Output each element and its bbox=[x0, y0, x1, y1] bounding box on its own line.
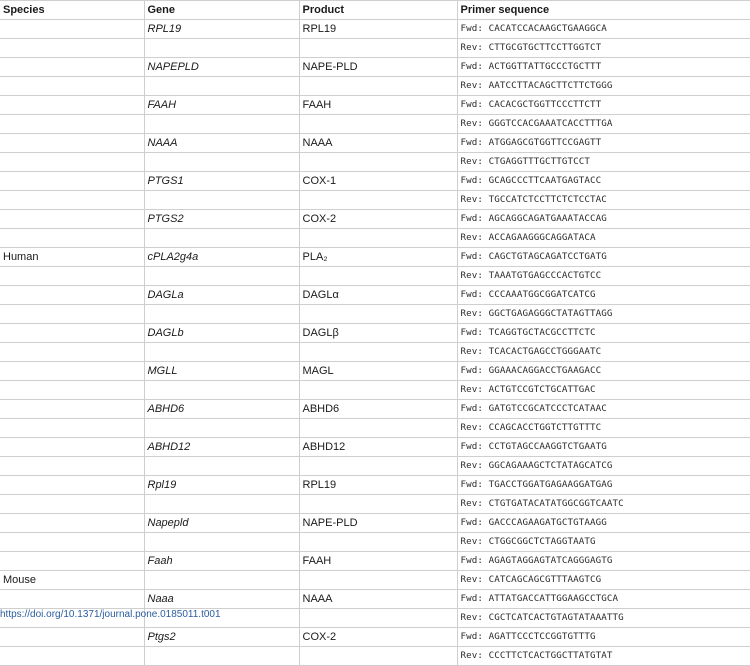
gene-cell: MGLL bbox=[144, 362, 299, 381]
gene-cell bbox=[144, 229, 299, 248]
primer-sequence-cell: Fwd: ACTGGTTATTGCCCTGCTTT bbox=[457, 58, 750, 77]
primer-sequence-cell: Fwd: AGAGTAGGAGTATCAGGGAGTG bbox=[457, 552, 750, 571]
species-cell bbox=[0, 476, 144, 495]
product-cell bbox=[299, 609, 457, 628]
header-gene: Gene bbox=[144, 1, 299, 20]
product-cell: FAAH bbox=[299, 96, 457, 115]
table-row bbox=[0, 533, 750, 552]
species-cell bbox=[0, 533, 144, 552]
gene-cell: DAGLb bbox=[144, 324, 299, 343]
species-cell bbox=[0, 115, 144, 134]
species-cell bbox=[0, 20, 144, 39]
table-row bbox=[0, 115, 750, 134]
table-row bbox=[0, 39, 750, 58]
primer-sequence-cell: Fwd: ATGGAGCGTGGTTCCGAGTT bbox=[457, 134, 750, 153]
table-row bbox=[0, 400, 750, 419]
primer-sequence-cell: Fwd: CACACGCTGGTTCCCTTCTT bbox=[457, 96, 750, 115]
gene-cell bbox=[144, 153, 299, 172]
table-row bbox=[0, 77, 750, 96]
primer-sequence-cell: Rev: AATCCTTACAGCTTCTTCTGGG bbox=[457, 77, 750, 96]
product-cell bbox=[299, 457, 457, 476]
table-row bbox=[0, 153, 750, 172]
product-cell: NAAA bbox=[299, 590, 457, 609]
table-row bbox=[0, 305, 750, 324]
species-cell: Human bbox=[0, 248, 144, 267]
table-row bbox=[0, 267, 750, 286]
gene-cell bbox=[144, 533, 299, 552]
species-cell bbox=[0, 647, 144, 666]
product-cell bbox=[299, 153, 457, 172]
product-cell bbox=[299, 647, 457, 666]
primer-sequence-cell: Fwd: CACATCCACAAGCTGAAGGCA bbox=[457, 20, 750, 39]
product-cell bbox=[299, 305, 457, 324]
gene-cell bbox=[144, 191, 299, 210]
header-primer-sequence: Primer sequence bbox=[457, 1, 750, 20]
product-cell bbox=[299, 39, 457, 58]
gene-cell bbox=[144, 115, 299, 134]
primer-sequence-cell: Rev: TGCCATCTCCTTCTCTCCTAC bbox=[457, 191, 750, 210]
product-cell bbox=[299, 419, 457, 438]
primer-sequence-cell: Fwd: CAGCTGTAGCAGATCCTGATG bbox=[457, 248, 750, 267]
product-cell: DAGLα bbox=[299, 286, 457, 305]
gene-cell bbox=[144, 381, 299, 400]
table-row bbox=[0, 286, 750, 305]
species-cell bbox=[0, 628, 144, 647]
table-row bbox=[0, 476, 750, 495]
species-cell bbox=[0, 229, 144, 248]
product-cell bbox=[299, 267, 457, 286]
table-row bbox=[0, 419, 750, 438]
gene-cell bbox=[144, 457, 299, 476]
product-cell: FAAH bbox=[299, 552, 457, 571]
table-row bbox=[0, 191, 750, 210]
product-cell bbox=[299, 571, 457, 590]
product-cell: NAAA bbox=[299, 134, 457, 153]
product-cell: ABHD12 bbox=[299, 438, 457, 457]
gene-cell: Ptgs2 bbox=[144, 628, 299, 647]
table-row bbox=[0, 381, 750, 400]
primer-sequence-cell: Rev: CTGTGATACATATGGCGGTCAATC bbox=[457, 495, 750, 514]
species-cell bbox=[0, 267, 144, 286]
species-cell bbox=[0, 324, 144, 343]
product-cell: COX-2 bbox=[299, 210, 457, 229]
primer-sequence-cell: Rev: GGCAGAAAGCTCTATAGCATCG bbox=[457, 457, 750, 476]
primer-sequence-cell: Rev: ACCAGAAGGGCAGGATACA bbox=[457, 229, 750, 248]
product-cell bbox=[299, 381, 457, 400]
primer-sequence-cell: Rev: ACTGTCCGTCTGCATTGAC bbox=[457, 381, 750, 400]
doi-link[interactable]: https://doi.org/10.1371/journal.pone.0185011.t001 bbox=[0, 609, 221, 620]
table-row bbox=[0, 134, 750, 153]
header-product: Product bbox=[299, 1, 457, 20]
species-cell bbox=[0, 39, 144, 58]
table-row bbox=[0, 96, 750, 115]
table-row bbox=[0, 248, 750, 267]
product-cell: COX-1 bbox=[299, 172, 457, 191]
primer-sequence-cell: Rev: CTGGCGGCTCTAGGTAATG bbox=[457, 533, 750, 552]
table-row bbox=[0, 628, 750, 647]
species-cell bbox=[0, 590, 144, 609]
gene-cell: PTGS1 bbox=[144, 172, 299, 191]
gene-cell: Faah bbox=[144, 552, 299, 571]
table-row bbox=[0, 552, 750, 571]
primer-sequence-cell: Rev: CCAGCACCTGGTCTTGTTTC bbox=[457, 419, 750, 438]
header-species: Species bbox=[0, 1, 144, 20]
species-cell bbox=[0, 191, 144, 210]
table-row bbox=[0, 229, 750, 248]
gene-cell bbox=[144, 495, 299, 514]
species-cell bbox=[0, 362, 144, 381]
species-cell bbox=[0, 552, 144, 571]
species-cell bbox=[0, 77, 144, 96]
primer-sequence-cell: Rev: TCACACTGAGCCTGGGAATC bbox=[457, 343, 750, 362]
primer-sequence-cell: Rev: CTGAGGTTTGCTTGTCCT bbox=[457, 153, 750, 172]
species-cell bbox=[0, 419, 144, 438]
gene-cell: NAAA bbox=[144, 134, 299, 153]
table-row bbox=[0, 571, 750, 590]
table-row bbox=[0, 647, 750, 666]
species-cell bbox=[0, 286, 144, 305]
gene-cell bbox=[144, 267, 299, 286]
product-cell: MAGL bbox=[299, 362, 457, 381]
primer-sequence-cell: Fwd: CCTGTAGCCAAGGTCTGAATG bbox=[457, 438, 750, 457]
gene-cell: DAGLa bbox=[144, 286, 299, 305]
gene-cell: RPL19 bbox=[144, 20, 299, 39]
primer-sequence-cell: Fwd: TGACCTGGATGAGAAGGATGAG bbox=[457, 476, 750, 495]
product-cell bbox=[299, 191, 457, 210]
primer-sequence-cell: Rev: GGCTGAGAGGGCTATAGTTAGG bbox=[457, 305, 750, 324]
species-cell bbox=[0, 305, 144, 324]
table-row bbox=[0, 514, 750, 533]
table-header-row bbox=[0, 1, 750, 20]
product-cell bbox=[299, 77, 457, 96]
gene-cell: Napepld bbox=[144, 514, 299, 533]
primer-sequence-cell: Rev: GGGTCCACGAAATCACCTTTGA bbox=[457, 115, 750, 134]
product-cell: DAGLβ bbox=[299, 324, 457, 343]
primer-sequence-cell: Fwd: GGAAACAGGACCTGAAGACC bbox=[457, 362, 750, 381]
gene-cell: PTGS2 bbox=[144, 210, 299, 229]
primer-sequence-cell: Fwd: GATGTCCGCATCCCTCATAAC bbox=[457, 400, 750, 419]
table-row bbox=[0, 210, 750, 229]
table-row bbox=[0, 590, 750, 609]
gene-cell bbox=[144, 77, 299, 96]
gene-cell bbox=[144, 305, 299, 324]
table-row bbox=[0, 20, 750, 39]
primer-sequence-cell: Fwd: GCAGCCCTTCAATGAGTACC bbox=[457, 172, 750, 191]
gene-cell: Naaa bbox=[144, 590, 299, 609]
table-row bbox=[0, 362, 750, 381]
species-cell bbox=[0, 457, 144, 476]
table-row bbox=[0, 172, 750, 191]
table-body bbox=[0, 20, 750, 666]
gene-cell bbox=[144, 343, 299, 362]
primer-sequence-cell: Rev: CCCTTCTCACTGGCTTATGTAT bbox=[457, 647, 750, 666]
primer-sequence-cell: Rev: CGCTCATCACTGTAGTATAAATTG bbox=[457, 609, 750, 628]
gene-cell: FAAH bbox=[144, 96, 299, 115]
primer-sequence-cell: Rev: TAAATGTGAGCCCACTGTCC bbox=[457, 267, 750, 286]
table-row bbox=[0, 457, 750, 476]
gene-cell: ABHD6 bbox=[144, 400, 299, 419]
product-cell bbox=[299, 343, 457, 362]
gene-cell bbox=[144, 419, 299, 438]
gene-cell bbox=[144, 647, 299, 666]
product-cell: RPL19 bbox=[299, 20, 457, 39]
gene-cell: ABHD12 bbox=[144, 438, 299, 457]
species-cell bbox=[0, 134, 144, 153]
species-cell bbox=[0, 96, 144, 115]
product-cell bbox=[299, 115, 457, 134]
product-cell: NAPE-PLD bbox=[299, 514, 457, 533]
species-cell bbox=[0, 172, 144, 191]
species-cell: Mouse bbox=[0, 571, 144, 590]
species-cell bbox=[0, 514, 144, 533]
species-cell bbox=[0, 343, 144, 362]
table-row bbox=[0, 58, 750, 77]
primer-sequence-cell: Fwd: GACCCAGAAGATGCTGTAAGG bbox=[457, 514, 750, 533]
primer-sequence-cell: Fwd: CCCAAATGGCGGATCATCG bbox=[457, 286, 750, 305]
species-cell bbox=[0, 381, 144, 400]
primer-sequence-cell: Fwd: TCAGGTGCTACGCCTTCTC bbox=[457, 324, 750, 343]
species-cell bbox=[0, 153, 144, 172]
product-cell bbox=[299, 229, 457, 248]
primer-sequence-cell: Rev: CTTGCGTGCTTCCTTGGTCT bbox=[457, 39, 750, 58]
table-row bbox=[0, 495, 750, 514]
product-cell bbox=[299, 533, 457, 552]
product-cell: ABHD6 bbox=[299, 400, 457, 419]
table-row bbox=[0, 324, 750, 343]
primer-sequence-cell: Fwd: ATTATGACCATTGGAAGCCTGCA bbox=[457, 590, 750, 609]
primer-sequence-cell: Fwd: AGATTCCCTCCGGTGTTTG bbox=[457, 628, 750, 647]
table-row bbox=[0, 438, 750, 457]
primer-sequence-cell: Rev: CATCAGCAGCGTTTAAGTCG bbox=[457, 571, 750, 590]
product-cell: RPL19 bbox=[299, 476, 457, 495]
species-cell bbox=[0, 495, 144, 514]
gene-cell: NAPEPLD bbox=[144, 58, 299, 77]
gene-cell bbox=[144, 571, 299, 590]
species-cell bbox=[0, 58, 144, 77]
product-cell bbox=[299, 495, 457, 514]
product-cell: NAPE-PLD bbox=[299, 58, 457, 77]
primer-sequence-cell: Fwd: AGCAGGCAGATGAAATACCAG bbox=[457, 210, 750, 229]
product-cell: COX-2 bbox=[299, 628, 457, 647]
gene-cell: Rpl19 bbox=[144, 476, 299, 495]
table-row bbox=[0, 343, 750, 362]
species-cell bbox=[0, 438, 144, 457]
species-cell bbox=[0, 400, 144, 419]
product-cell: PLA₂ bbox=[299, 248, 457, 267]
gene-cell bbox=[144, 39, 299, 58]
gene-cell: cPLA2g4a bbox=[144, 248, 299, 267]
species-cell bbox=[0, 210, 144, 229]
